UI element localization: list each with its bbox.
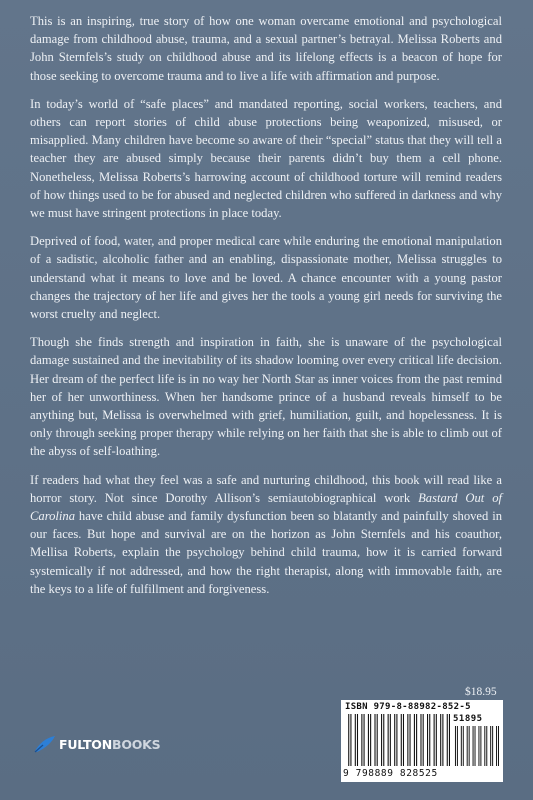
price-addon-code: 51895 xyxy=(453,714,483,724)
book-blurb xyxy=(30,12,502,608)
publisher-name: FULTONBOOKS xyxy=(59,736,161,752)
addon-barcode-bars xyxy=(453,726,499,766)
blurb-paragraph-5-start: If readers had what they feel was a safe and nurturing childhood, this book will read like a horror story. Not since Dorothy Allison’s semiautobiographical work xyxy=(30,472,502,505)
blurb-paragraph-2: In today’s world of “safe places” and mandated reporting, social workers, teachers, and others can report stories of child abuse protections being weaponized, misused, or misapplied. Many children have become so aware of their “special” status that they will tell a teacher they are abused simply because their parents didn’t buy them a cell phone. Nonetheless, Melissa Roberts’s harrowing account of childhood torture will remind readers of how things used to be for abused and neglected children who suffered in darkness and why we must have stringent protections in place today. xyxy=(30,96,502,221)
ean-barcode-bars xyxy=(346,714,450,766)
quill-feather-icon xyxy=(33,734,57,754)
isbn-text: ISBN 979-8-88982-852-5 xyxy=(345,702,471,712)
blurb-paragraph-5 xyxy=(30,471,502,598)
blurb-paragraph-5-end: have child abuse and family dysfunction been so blatantly and painfully shoved in our faces. But hope and survival are on the horizon as John Sternfels and his coauthor, Mellisa Roberts, explain the psychology behind child trauma, how it is carried forward systemically if not addressed, and how the right therapist, along with immovable faith, are the keys to a life of fulfillment and forgiveness. xyxy=(30,509,502,596)
blurb-paragraph-3: Deprived of food, water, and proper medical care while enduring the emotional manipulation of a sadistic, alcoholic father and an enabling, dispassionate mother, Melissa struggles to understand what it means to love and be loved. A chance encounter with a young pastor changes the trajectory of her life and gives her the tools a young girl needs for surviving the worst cruelty and neglect. xyxy=(30,234,502,322)
blurb-paragraph-1: This is an inspiring, true story of how one woman overcame emotional and psychological damage from childhood abuse, trauma, and a sexual partner’s betrayal. Melissa Roberts and John Sternfels’s study on childhood abuse and its lifelong effects is a beacon of hope for those seeking to overcome trauma and to live a life with affirmation and purpose. xyxy=(30,14,502,83)
price-label: $18.95 xyxy=(465,686,497,698)
ean-number: 9 798889 828525 xyxy=(343,768,438,779)
blurb-paragraph-4: Though she finds strength and inspiration in faith, she is unaware of the psychological damage sustained and the inevitability of its shadow looming over every critical life decision. Her dream of the perfect life is in no way her North Star as inner voices from the past remind her of her unworthiness. When her handsome prince of a husband reveals himself to be anything but, Melissa is overwhelmed with grief, humiliation, guilt, and hopelessness. It is only through seeking proper therapy while relying on her faith that she is able to climb out of the abyss of self-loathing. xyxy=(30,335,502,459)
isbn-barcode xyxy=(341,700,503,782)
publisher-logo xyxy=(33,733,160,755)
cited-book-title: Bastard Out of Carolina xyxy=(30,490,502,524)
